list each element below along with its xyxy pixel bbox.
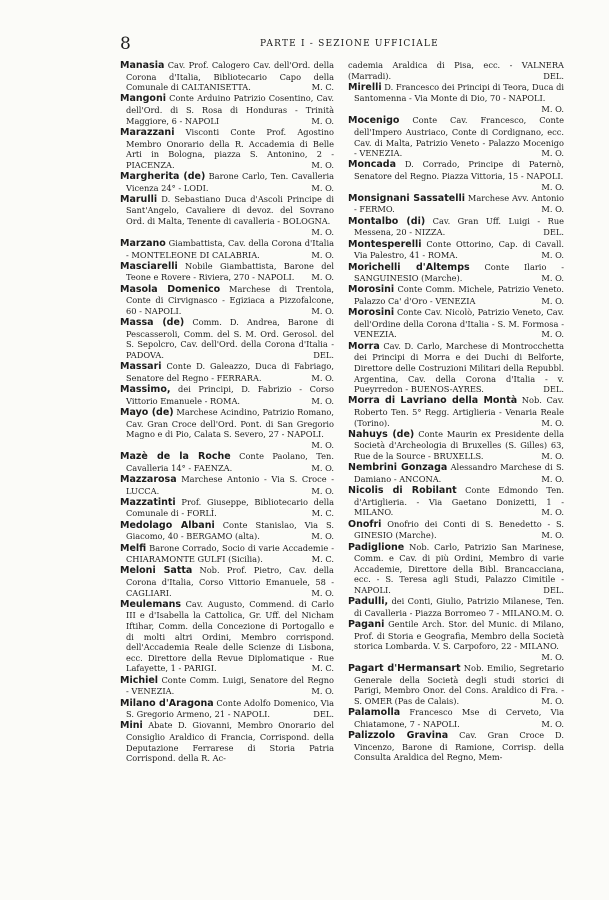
entry-surname: Pagani (348, 619, 385, 631)
directory-entry (120, 599, 334, 674)
entry-details: Nob. Prof. Pietro, Cav. della Corona d'Italia, Corso Vittorio Emanuele, 58 - CAGLIARI. (126, 565, 334, 598)
entry-surname: Mocenigo (348, 115, 400, 127)
entry-details: Conte Ottorino, Cap. di Cavall. Via Palestro, 41 - ROMA. (354, 238, 565, 261)
entry-surname: Masola Domenico (120, 283, 221, 295)
entry-surname: Massimo, (120, 384, 171, 396)
entry-details: Cav. Prof. Calogero Cav. dell'Ord. della Corona d'Italia, Bibliotecario Capo della Comunale di CALTANISETTA. (126, 60, 334, 93)
entry-details: Conte Cav. Francesco, Conte dell'Impero Austriaco, Conte di Cordignano, ecc. Cav. di Malta, Patrizio Veneto - Palazzo Mocenigo - VENEZIA. (354, 115, 564, 159)
membership-code: M. O. (541, 530, 564, 541)
directory-entry (348, 262, 564, 284)
directory-entry (120, 720, 334, 763)
entry-details: Conte Adolfo Domenico, Via S. Gregorio Armeno, 21 - NAPOLI. (126, 697, 334, 720)
directory-entry (348, 730, 564, 763)
membership-code: M. O. (541, 718, 564, 729)
entry-surname: Massari (120, 361, 162, 373)
entry-surname: Michiel (120, 674, 159, 686)
entry-details: Alessandro Marchese di S. Damiano - ANCONA. (354, 462, 564, 484)
page-number: 8 (120, 34, 131, 54)
directory-entry (348, 542, 564, 596)
entry-details: Nobile Giambattista, Barone del Teone e Rovere - Riviera, 270 - NAPOLI. (126, 260, 334, 283)
entry-details: Conte Comm. Luigi, Senatore del Regno - VENEZIA. (126, 674, 334, 697)
entry-details: Marchese Antonio - Via S. Croce - LUCCA. (126, 473, 334, 496)
entry-details: Conte Stanislao, Via S. Giacomo, 40 - BERGAMO (alta). (126, 519, 334, 542)
membership-code: M. O. (311, 485, 334, 496)
membership-code: M. O. (541, 204, 564, 215)
membership-code: M. O. (311, 249, 334, 260)
membership-code: M. O. (541, 329, 564, 340)
directory-entry (120, 565, 334, 598)
running-head: PARTE I - SEZIONE UFFICIALE (260, 39, 439, 49)
membership-code: M. O. (541, 273, 564, 284)
directory-entry (120, 520, 334, 542)
entry-details: Cav. Gran Croce D. Vincenzo, Barone di Ramione, Corrisp. della Consulta Araldica del Regno, Mem- (354, 730, 564, 763)
entry-details: Visconti Conte Prof. Agostino Membro Onorario della R. Accademia di Belle Arti in Bologna, piazza S. Antonino, 2 - PIACENZA. (126, 126, 335, 170)
entry-details: D. Sebastiano Duca d'Ascoli Principe di Sant'Angelo, Cavaliere di devoz. del Sovrano Ord. di Malta, Tenente di cavalleria - BOLOGNA. (126, 193, 334, 227)
entry-details: Giambattista, Cav. della Corona d'Italia - MONTELEONE DI CALABRIA. (126, 237, 334, 260)
directory-entry (348, 159, 564, 192)
directory-entry (348, 284, 564, 306)
entry-details: Conte Ilario - SANGUINESIO (Marche). (354, 261, 564, 284)
directory-entry (120, 261, 334, 283)
entry-surname: Melfi (120, 542, 147, 554)
membership-code: M. O. (311, 272, 334, 283)
entry-surname: Masciarelli (120, 260, 178, 272)
directory-entry (348, 485, 564, 518)
entry-details: Abate D. Giovanni, Membro Onorario del Consiglio Araldico di Francia, Corrispond. della Deputazione Ferrarese di Storia Patria Corrispond. della R. Ac- (126, 720, 334, 764)
directory-entry (348, 115, 564, 158)
entry-surname: Meloni Satta (120, 565, 193, 577)
entry-details: Cav. Augusto, Commend. di Carlo III e d'Isabella la Cattolica, Gr. Uff. del Nicham Iftihar, Comm. della Concezione di Portogallo e di molti altri Ordini, Membro corrispond. dell'Accademia Reale delle Scienze di Lisbona, ecc. Direttore della Revue Diplomatique - Rue Lafayette, 1 - PARIGI. (126, 598, 334, 674)
directory-entry (120, 361, 334, 383)
membership-code: DEL. (313, 349, 334, 360)
entry-details: Conte Arduino Patrizio Cosentino, Cav. dell'Ord. di S. Rosa di Honduras - Trinità Maggiore, 6 - NAPOLI (126, 93, 334, 126)
entry-surname: Morichelli d'Altemps (348, 261, 470, 273)
entry-surname: Morra (348, 340, 380, 352)
membership-code: M. O. (311, 462, 334, 473)
entry-surname: Milano d'Aragona (120, 697, 214, 709)
directory-entry (120, 127, 334, 170)
entry-surname: Mayo (de) (120, 406, 174, 418)
right-column (348, 60, 564, 764)
membership-code: M. O. (311, 372, 334, 383)
membership-code: M. O. (541, 181, 564, 192)
entry-details: Barone Carlo, Ten. Cavalleria Vicenza 24° - LODI. (126, 171, 335, 193)
directory-entry (348, 193, 564, 215)
entry-details: Marchese Acindino, Patrizio Romano, Cav. Gran Croce dell'Ord. Pont. di San Gregorio Magno e di Pio, Calata S. Severo, 27 - NAPOLI. (126, 406, 335, 440)
directory-entry (120, 284, 334, 317)
directory-entry (348, 82, 564, 115)
membership-code: M. C. (311, 508, 334, 519)
directory-entry (120, 474, 334, 496)
membership-code: M. O. (311, 439, 334, 450)
entry-details: dei Principi, D. Fabrizio - Corso Vittorio Emanuele - ROMA. (126, 384, 335, 406)
membership-code: M. C. (311, 554, 334, 565)
entry-surname: Mazzarosa (120, 473, 177, 485)
membership-code: M. O. (541, 695, 564, 706)
entry-details: dei Conti, Giulio, Patrizio Milanese, Ten. di Cavalleria - Piazza Borromeo 7 - MILANO. (354, 596, 565, 618)
entry-surname: Monsignani Sassatelli (348, 192, 465, 204)
directory-entry (348, 307, 564, 340)
entry-details: Prof. Giuseppe, Bibliotecario della Comunale di - FORLÌ. (126, 496, 334, 519)
directory-entry (120, 93, 334, 126)
entry-details: cademia Araldica di Pisa, ecc. - VALNERA (Marradi). (348, 60, 564, 81)
entry-surname: Mazzatinti (120, 496, 176, 508)
entry-surname: Marulli (120, 193, 158, 205)
membership-code: DEL. (313, 709, 334, 720)
directory-entry (348, 395, 564, 428)
entry-surname: Montesperelli (348, 238, 422, 250)
entry-surname: Padulli, (348, 596, 389, 608)
entry-details: Barone Corrado, Socio di varie Accademie - CHIARAMONTE GULFI (Sicilia). (126, 542, 335, 565)
entry-surname: Pagart d'Hermansart (348, 663, 461, 675)
entry-surname: Marzano (120, 237, 166, 249)
entry-details: Conte Cav. Nicolò, Patrizio Veneto, Cav. dell'Ordine della Corona d'Italia - S. M. Formosa - VENEZIA. (354, 307, 565, 340)
directory-entry (348, 60, 564, 81)
entry-surname: Moncada (348, 159, 396, 171)
membership-code: M. O. (541, 250, 564, 261)
directory-entry (120, 194, 334, 237)
entry-details: Conte D. Galeazzo, Duca di Fabriago, Senatore del Regno - FERRARA. (126, 361, 335, 383)
entry-details: D. Francesco dei Principi di Teora, Duca di Santomenna - Via Monte di Dio, 70 - NAPOLI. (354, 81, 564, 104)
entry-surname: Morra di Lavriano della Montà (348, 395, 518, 407)
directory-entry (120, 497, 334, 519)
entry-surname: Montalbo (di) (348, 215, 426, 227)
membership-code: DEL. (543, 384, 564, 395)
directory-entry (120, 171, 334, 193)
entry-surname: Padiglione (348, 541, 405, 553)
membership-code: M. O. (311, 159, 334, 170)
entry-surname: Nembrini Gonzaga (348, 462, 448, 474)
entry-details: D. Corrado, Principe di Paternò, Senatore del Regno. Piazza Vittoria, 15 - NAPOLI. (354, 159, 565, 181)
membership-code: M. O. (541, 451, 564, 462)
membership-code: M. O. (311, 395, 334, 406)
membership-code: M. O. (541, 417, 564, 428)
directory-entry (120, 384, 334, 406)
entry-surname: Massa (de) (120, 317, 185, 329)
directory-entry (120, 407, 334, 450)
left-column (120, 60, 334, 765)
directory-entry (120, 451, 334, 473)
membership-code: M. O. (541, 507, 564, 518)
directory-entry (120, 238, 334, 260)
entry-details: Onofrio dei Conti di S. Benedetto - S. GINESIO (Marche). (354, 518, 564, 541)
entry-surname: Morosini (348, 284, 395, 296)
entry-details: Comm. D. Andrea, Barone di Pescasseroli, Comm. del S. M. Ord. Gerosol. del S. Sepolcro, Cav. dell'Ord. della Corona d'Italia - PADOVA. (126, 317, 334, 360)
membership-code: M. O. (311, 182, 334, 193)
entry-details: Gentile Arch. Stor. del Munic. di Milano, Prof. di Storia e Geografia, Membro della Società storica Lombarda. V. S. Carpoforo, 22 - MILANO. (354, 619, 564, 652)
membership-code: M. O. (311, 587, 334, 598)
entry-surname: Morosini (348, 307, 395, 319)
entry-details: Conte Comm. Michele, Patrizio Veneto. Palazzo Ca' d'Oro - VENEZIA (354, 284, 564, 306)
entry-surname: Palamolla (348, 707, 401, 719)
membership-code: DEL. (543, 70, 564, 81)
entry-surname: Meulemans (120, 598, 182, 610)
directory-entry (348, 462, 564, 484)
membership-code: M. O. (541, 295, 564, 306)
page-header (120, 34, 590, 52)
entry-details: Cav. Gran Uff. Luigi - Rue Messena, 20 - NIZZA. (354, 215, 565, 238)
entry-surname: Mazè de la Roche (120, 451, 231, 463)
directory-entry (348, 519, 564, 541)
entry-surname: Nicolis di Robilant (348, 485, 457, 497)
membership-code: M. O. (541, 104, 564, 115)
directory-entry (348, 429, 564, 462)
entry-details: Nob. Carlo, Patrizio San Marinese, Comm. e Cav. di più Ordini, Membro di varie Accademie, Direttore della Bibl. Brancacciana, ecc. - S. Teresa agli Studi, Palazzo Cimitile - NAPOLI. (354, 541, 565, 595)
membership-code: M. C. (311, 663, 334, 674)
membership-code: M. O. (311, 686, 334, 697)
directory-entry (348, 216, 564, 238)
entry-details: Marchese di Trentola, Conte di Cirvignasco - Egiziaca a Pizzofalcone, 60 - NAPOLI. (126, 283, 335, 316)
directory-entry (348, 707, 564, 729)
directory-entry (348, 619, 564, 662)
membership-code: M. O. (541, 607, 564, 618)
directory-entry (120, 60, 334, 93)
membership-code: M. O. (541, 148, 564, 159)
entry-details: Nob. Cav. Roberto Ten. 5° Regg. Artiglieria - Venaria Reale (Torino). (354, 395, 564, 428)
entry-surname: Marazzani (120, 126, 175, 138)
directory-entry (120, 317, 334, 360)
membership-code: M. O. (541, 651, 564, 662)
entry-details: Conte Edmondo Ten. d'Artiglieria. - Via Gaetano Donizetti, 1 - MILANO. (354, 485, 565, 518)
entry-details: Conte Maurin ex Presidente della Società d'Archeologia di Bruxelles (S. Gilles) 63, Rue de la Source - BRUXELLS. (354, 428, 564, 462)
directory-entry (348, 341, 564, 395)
directory-entry (120, 543, 334, 565)
entry-details: Francesco Mse di Cerveto, Via Chiatamone, 7 - NAPOLI. (354, 707, 565, 729)
entry-surname: Medolago Albani (120, 519, 215, 531)
entry-details: Nob. Emilio, Segretario Generale della Società degli studi storici di Parigi, Membro Onor. del Cons. Araldico di Fra. - S. OMER (Pas de Calais). (354, 663, 564, 706)
entry-surname: Onofri (348, 518, 382, 530)
membership-code: DEL. (543, 227, 564, 238)
entry-surname: Margherita (de) (120, 171, 206, 182)
entry-surname: Mirelli (348, 81, 382, 93)
membership-code: M. C. (311, 82, 334, 93)
entry-surname: Palizzolo Gravina (348, 730, 449, 742)
membership-code: M. O. (541, 473, 564, 484)
directory-entry (120, 675, 334, 697)
directory-entry (348, 596, 564, 618)
membership-code: M. O. (311, 531, 334, 542)
entry-surname: Mangoni (120, 93, 166, 105)
membership-code: M. O. (311, 226, 334, 237)
entry-surname: Manasia (120, 60, 165, 71)
entry-surname: Mini (120, 720, 143, 732)
membership-code: DEL. (543, 584, 564, 595)
entry-surname: Nahuys (de) (348, 428, 415, 440)
directory-entry (348, 239, 564, 261)
directory-entry (120, 698, 334, 720)
entry-details: Conte Paolano, Ten. Cavalleria 14° - FAENZA. (126, 451, 334, 473)
membership-code: M. O. (311, 305, 334, 316)
membership-code: M. O. (311, 115, 334, 126)
entry-details: Cav. D. Carlo, Marchese di Montrocchetta dei Principi di Morra e dei Duchi di Belforte, Direttore delle Costruzioni Militari della Repubbl. Argentina, Cav. della Corona d'Italia - v. Pueyrredon - BUENOS-AYRES. (354, 340, 564, 395)
entry-details: Marchese Avv. Antonio - FERMO. (354, 192, 564, 215)
directory-entry (348, 663, 564, 706)
